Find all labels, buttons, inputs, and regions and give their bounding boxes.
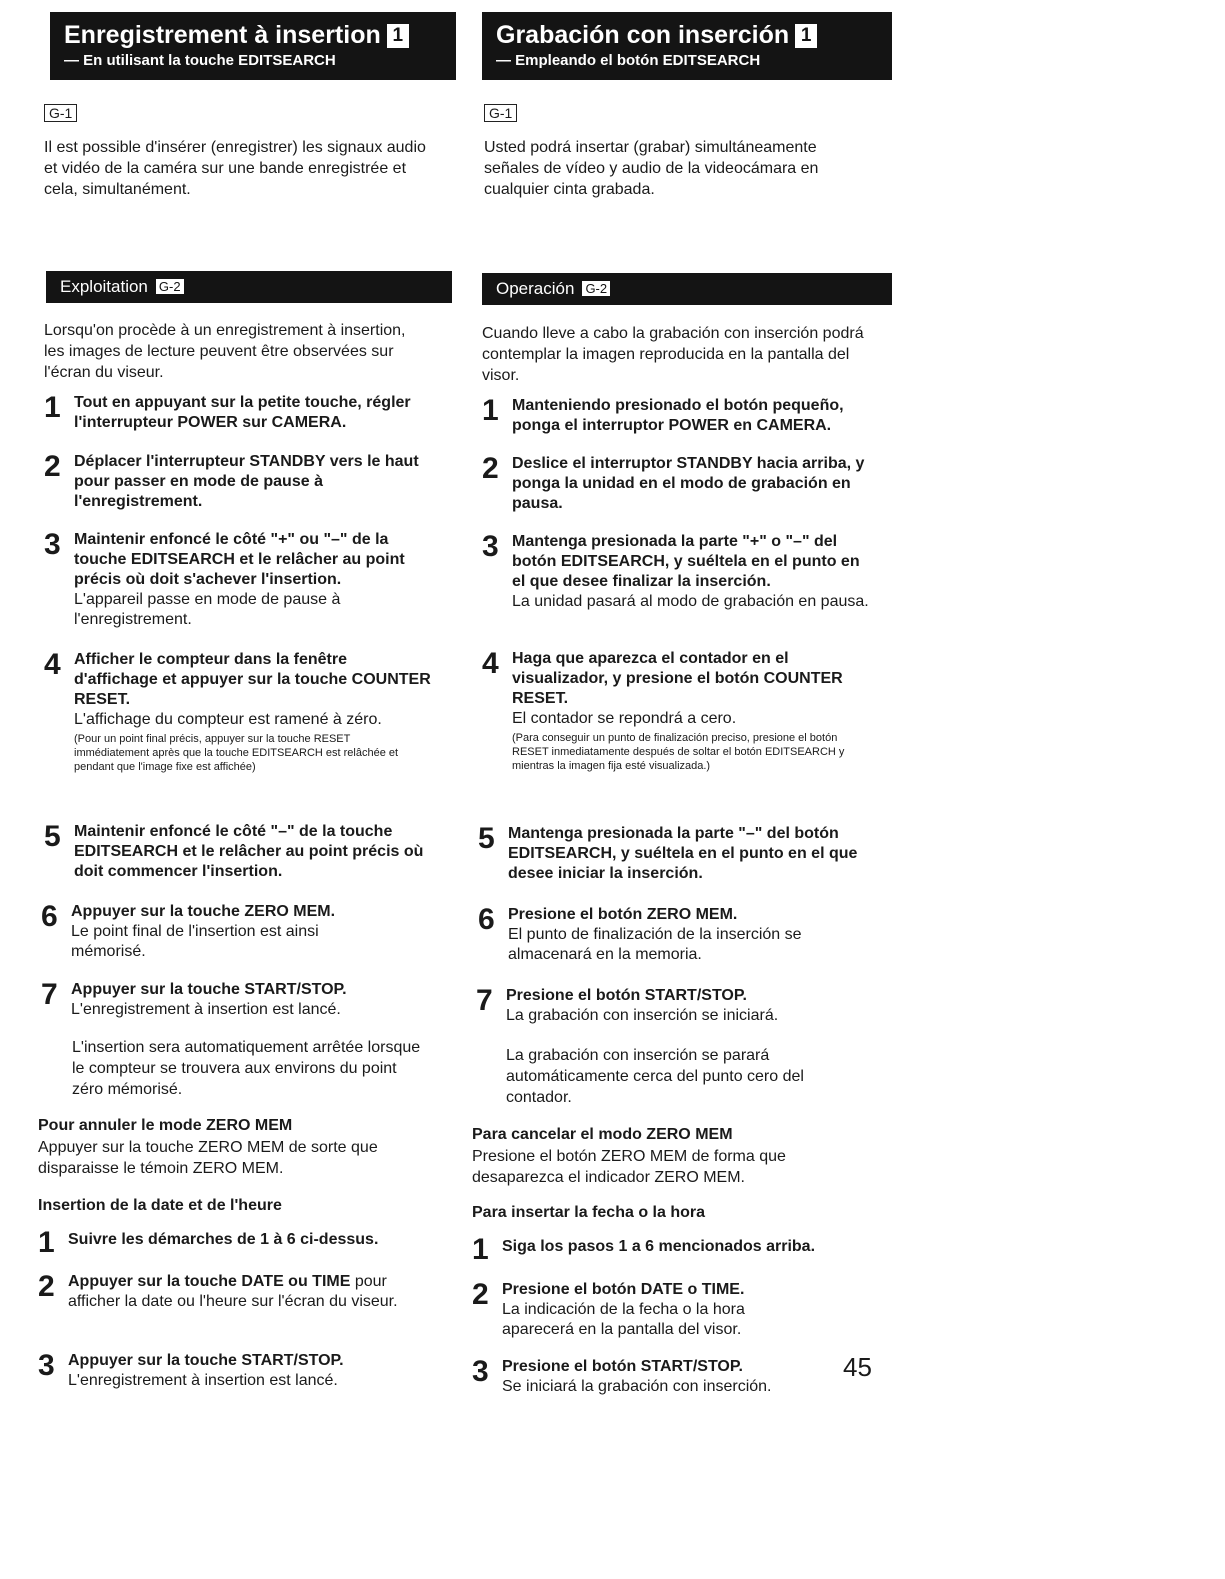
section-title-es: Operación [496,279,575,298]
figure-ref-g2-es: G-2 [582,281,610,296]
section-number-badge-es: 1 [795,24,817,48]
step-result: pour afficher la date ou l'heure sur l'écran du viseur. [68,1273,398,1310]
step-instruction: Déplacer l'interrupteur STANDBY vers le haut pour passer en mode de pause à l'enregistrement. [74,453,419,510]
step-result: La indicación de la fecha o la hora aparecerá en la pantalla del visor. [502,1301,745,1338]
step-instruction: Presione el botón DATE o TIME. [502,1281,745,1298]
figure-ref-g1-es: G-1 [484,104,517,122]
step-instruction: Maintenir enfoncé le côté "–" de la touche EDITSEARCH et le relâcher au point précis où doit commencer l'insertion. [74,823,424,880]
cancel-text-fr: Appuyer sur la touche ZERO MEM de sorte que disparaisse le témoin ZERO MEM. [38,1139,378,1177]
step-instruction: Deslice el interruptor STANDBY hacia arriba, y ponga la unidad en el modo de grabación en pausa. [512,455,865,512]
step-result: Se iniciará la grabación con inserción. [502,1378,772,1395]
step-number: 2 [38,1270,55,1303]
step-number: 4 [44,648,61,681]
page-title-es: Grabación con inserción [496,21,790,49]
step-number: 1 [38,1226,55,1259]
step-number: 7 [41,978,58,1011]
page-subtitle-es: — Empleando el botón EDITSEARCH [496,52,761,69]
step-number: 1 [44,391,61,424]
step-instruction: Appuyer sur la touche START/STOP. [68,1352,344,1369]
step-instruction: Presione el botón START/STOP. [502,1358,743,1375]
title-banner-fr [50,12,456,80]
step-number: 2 [472,1278,489,1311]
step-number: 3 [44,528,61,561]
figure-ref-g1-fr: G-1 [44,104,77,122]
intro-paragraph-es: Usted podrá insertar (grabar) simultáneamente señales de vídeo y audio de la videocámara en cualquier cinta grabada. [484,139,819,198]
step-instruction: Tout en appuyant sur la petite touche, régler l'interrupteur POWER sur CAMERA. [74,394,411,431]
step-instruction: Siga los pasos 1 a 6 mencionados arriba. [502,1238,816,1255]
step-number: 3 [482,530,499,563]
step-result: El punto de finalización de la inserción se almacenará en la memoria. [508,926,802,963]
step-instruction: Mantenga presionada la parte "–" del botón EDITSEARCH, y suéltela en el punto en el que desee iniciar la inserción. [508,825,858,882]
section-title-fr: Exploitation [60,277,148,296]
step-number: 3 [472,1355,489,1388]
section-number-badge-fr: 1 [387,24,409,48]
step-result: L'enregistrement à insertion est lancé. [68,1372,338,1389]
page-title-fr: Enregistrement à insertion [64,21,381,49]
cancel-heading-fr: Pour annuler le mode ZERO MEM [38,1117,293,1134]
date-insert-heading-fr: Insertion de la date et de l'heure [38,1197,282,1214]
step-number: 1 [472,1233,489,1266]
step-instruction: Presione el botón START/STOP. [506,987,747,1004]
step-number: 6 [41,900,58,933]
operation-intro-fr: Lorsqu'on procède à un enregistrement à insertion, les images de lecture peuvent être observées sur l'écran du viseur. [44,322,406,381]
step-number: 7 [476,984,493,1017]
step-instruction: Maintenir enfoncé le côté "+" ou "–" de la touche EDITSEARCH et le relâcher au point précis où doit s'achever l'insertion. [74,531,405,588]
auto-stop-note-es: La grabación con inserción se parará automáticamente cerca del punto cero del contador. [506,1047,804,1106]
step-instruction: Afficher le compteur dans la fenêtre d'affichage et appuyer sur la touche COUNTER RESET. [74,651,431,708]
step-number: 2 [44,450,61,483]
step-instruction: Haga que aparezca el contador en el visualizador, y presione el botón COUNTER RESET. [512,650,843,707]
title-banner-es [482,12,892,80]
step-result: L'appareil passe en mode de pause à l'enregistrement. [74,591,341,628]
step-result: L'affichage du compteur est ramené à zéro. [74,711,382,728]
step-instruction: Mantenga presionada la parte "+" o "–" del botón EDITSEARCH, y suéltela en el punto en el que desee finalizar la inserción. [512,533,860,590]
page-subtitle-fr: — En utilisant la touche EDITSEARCH [64,52,336,69]
intro-paragraph-fr: Il est possible d'insérer (enregistrer) les signaux audio et vidéo de la caméra sur une bande enregistrée et cela, simultanément. [44,139,426,198]
step-instruction: Presione el botón ZERO MEM. [508,906,738,923]
step-number: 1 [482,394,499,427]
cancel-heading-es: Para cancelar el modo ZERO MEM [472,1126,733,1143]
cancel-text-es: Presione el botón ZERO MEM de forma que desaparezca el indicador ZERO MEM. [472,1148,786,1186]
section-header-es [482,273,892,305]
step-number: 5 [44,820,61,853]
figure-ref-g2-fr: G-2 [156,279,184,294]
step-instruction: Appuyer sur la touche ZERO MEM. [71,903,336,920]
operation-intro-es: Cuando lleve a cabo la grabación con inserción podrá contemplar la imagen reproducida en la pantalla del visor. [482,325,864,384]
step-instruction: Appuyer sur la touche START/STOP. [71,981,347,998]
step-result: La unidad pasará al modo de grabación en pausa. [512,593,869,610]
step-instruction: Manteniendo presionado el botón pequeño, ponga el interruptor POWER en CAMERA. [512,397,844,434]
step-number: 2 [482,452,499,485]
page-number: 45 [843,1352,872,1382]
step-number: 6 [478,903,495,936]
step-result: Le point final de l'insertion est ainsi mémorisé. [71,923,319,960]
step-result: El contador se repondrá a cero. [512,710,737,727]
step-number: 4 [482,647,499,680]
date-insert-heading-es: Para insertar la fecha o la hora [472,1204,705,1221]
section-header-fr [46,271,452,303]
step-note: (Pour un point final précis, appuyer sur la touche RESET immédiatement après que la touche EDITSEARCH est relâchée et pendant que l'image fixe est affichée) [74,733,399,773]
step-result: La grabación con inserción se iniciará. [506,1007,779,1024]
step-note: (Para conseguir un punto de finalización preciso, presione el botón RESET inmediatamente después de soltar el botón EDITSEARCH y mientras la imagen fija esté visualizada.) [512,732,845,772]
step-instruction: Suivre les démarches de 1 à 6 ci-dessus. [68,1231,379,1248]
step-number: 3 [38,1349,55,1382]
step-number: 5 [478,822,495,855]
step-result: L'enregistrement à insertion est lancé. [71,1001,341,1018]
step-instruction: Appuyer sur la touche DATE ou TIME [68,1273,351,1290]
auto-stop-note-fr: L'insertion sera automatiquement arrêtée lorsque le compteur se trouvera aux environs du point zéro mémorisé. [72,1039,421,1098]
